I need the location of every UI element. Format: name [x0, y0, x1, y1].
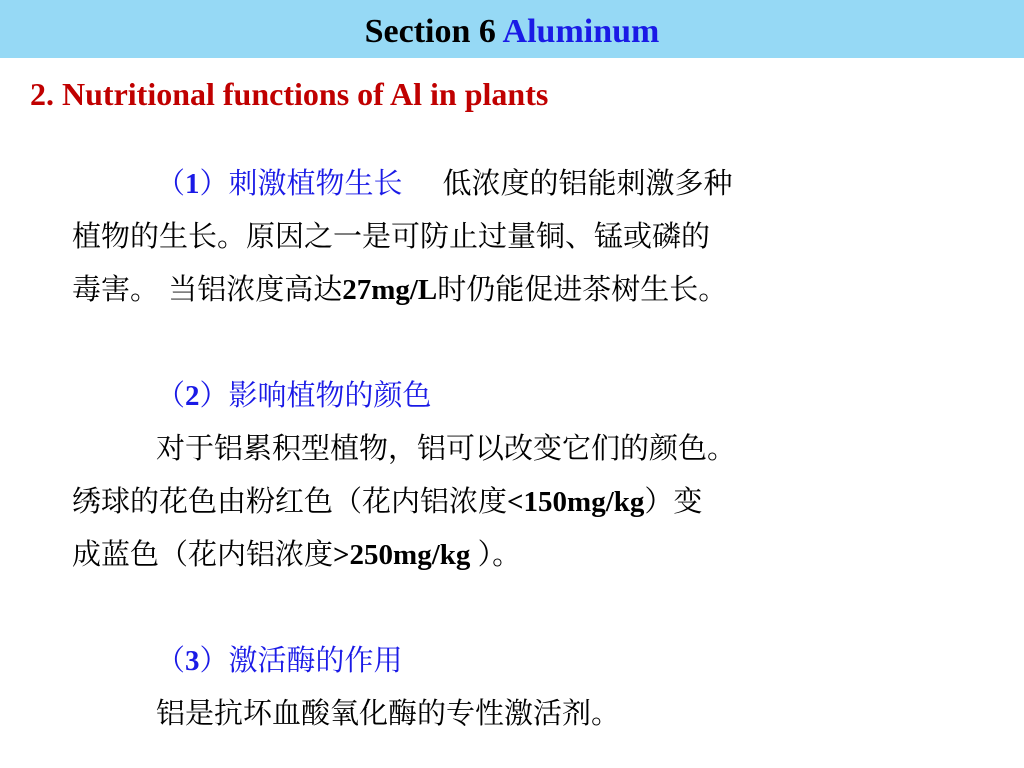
section-1-heading: 刺激植物生长 — [228, 166, 403, 200]
section-1-concentration: 27mg/L — [342, 274, 438, 306]
section-1-heading-line — [72, 157, 957, 210]
section-1-text-1: 低浓度的铝能刺激多种 — [442, 166, 733, 200]
section-2-paren-open: （ — [156, 378, 186, 412]
slide-body — [72, 157, 957, 740]
section-1-text-4: 时仍能促进茶树生长。 — [437, 272, 728, 306]
section-3-number: 3 — [185, 645, 200, 677]
section-3-paren-open: （ — [156, 643, 186, 677]
section-2-heading: 影响植物的颜色 — [228, 378, 432, 412]
section-2-text-4: 成蓝色（花内铝浓度 — [72, 537, 334, 571]
section-2-line-1 — [72, 422, 957, 475]
section-3-line-1 — [72, 687, 957, 740]
subtitle: 2. Nutritional functions of Al in plants — [30, 76, 549, 112]
section-1-text-3: 毒害。 当铝浓度高达 — [72, 272, 343, 306]
section-2-text-1: 对于铝累积型植物，铝可以改变它们的颜色。 — [156, 431, 737, 465]
section-2-text-2: 绣球的花色由粉红色（花内铝浓度 — [72, 484, 508, 518]
section-2-heading-line — [72, 369, 957, 422]
section-1-paren-open: （ — [156, 166, 186, 200]
section-3-text-1: 铝是抗坏血酸氧化酶的专性激活剂。 — [156, 696, 621, 730]
section-1-number: 1 — [185, 168, 200, 200]
section-1-line-2 — [72, 210, 957, 263]
section-1-text-2: 植物的生长。原因之一是可防止过量铜、锰或磷的 — [72, 219, 711, 253]
section-2-number: 2 — [185, 380, 200, 412]
spacer — [72, 581, 957, 634]
section-3-paren-close: ） — [199, 643, 229, 677]
title-accent: Aluminum — [502, 13, 660, 50]
section-2-text-3: ）变 — [644, 484, 703, 518]
section-1-line-3 — [72, 263, 957, 316]
section-3-heading-line — [72, 634, 957, 687]
title-bar — [0, 0, 1024, 58]
section-2-concentration-low: <150mg/kg — [507, 486, 645, 518]
section-3-heading: 激活酶的作用 — [228, 643, 403, 677]
section-2-line-3 — [72, 528, 957, 581]
section-2-paren-close: ） — [199, 378, 229, 412]
section-2-text-5: ）。 — [477, 537, 522, 571]
section-1-paren-close: ） — [199, 166, 229, 200]
title-prefix: Section 6 — [364, 13, 503, 50]
section-2-line-2 — [72, 475, 957, 528]
spacer — [72, 316, 957, 369]
section-2-concentration-high: >250mg/kg — [333, 539, 478, 571]
